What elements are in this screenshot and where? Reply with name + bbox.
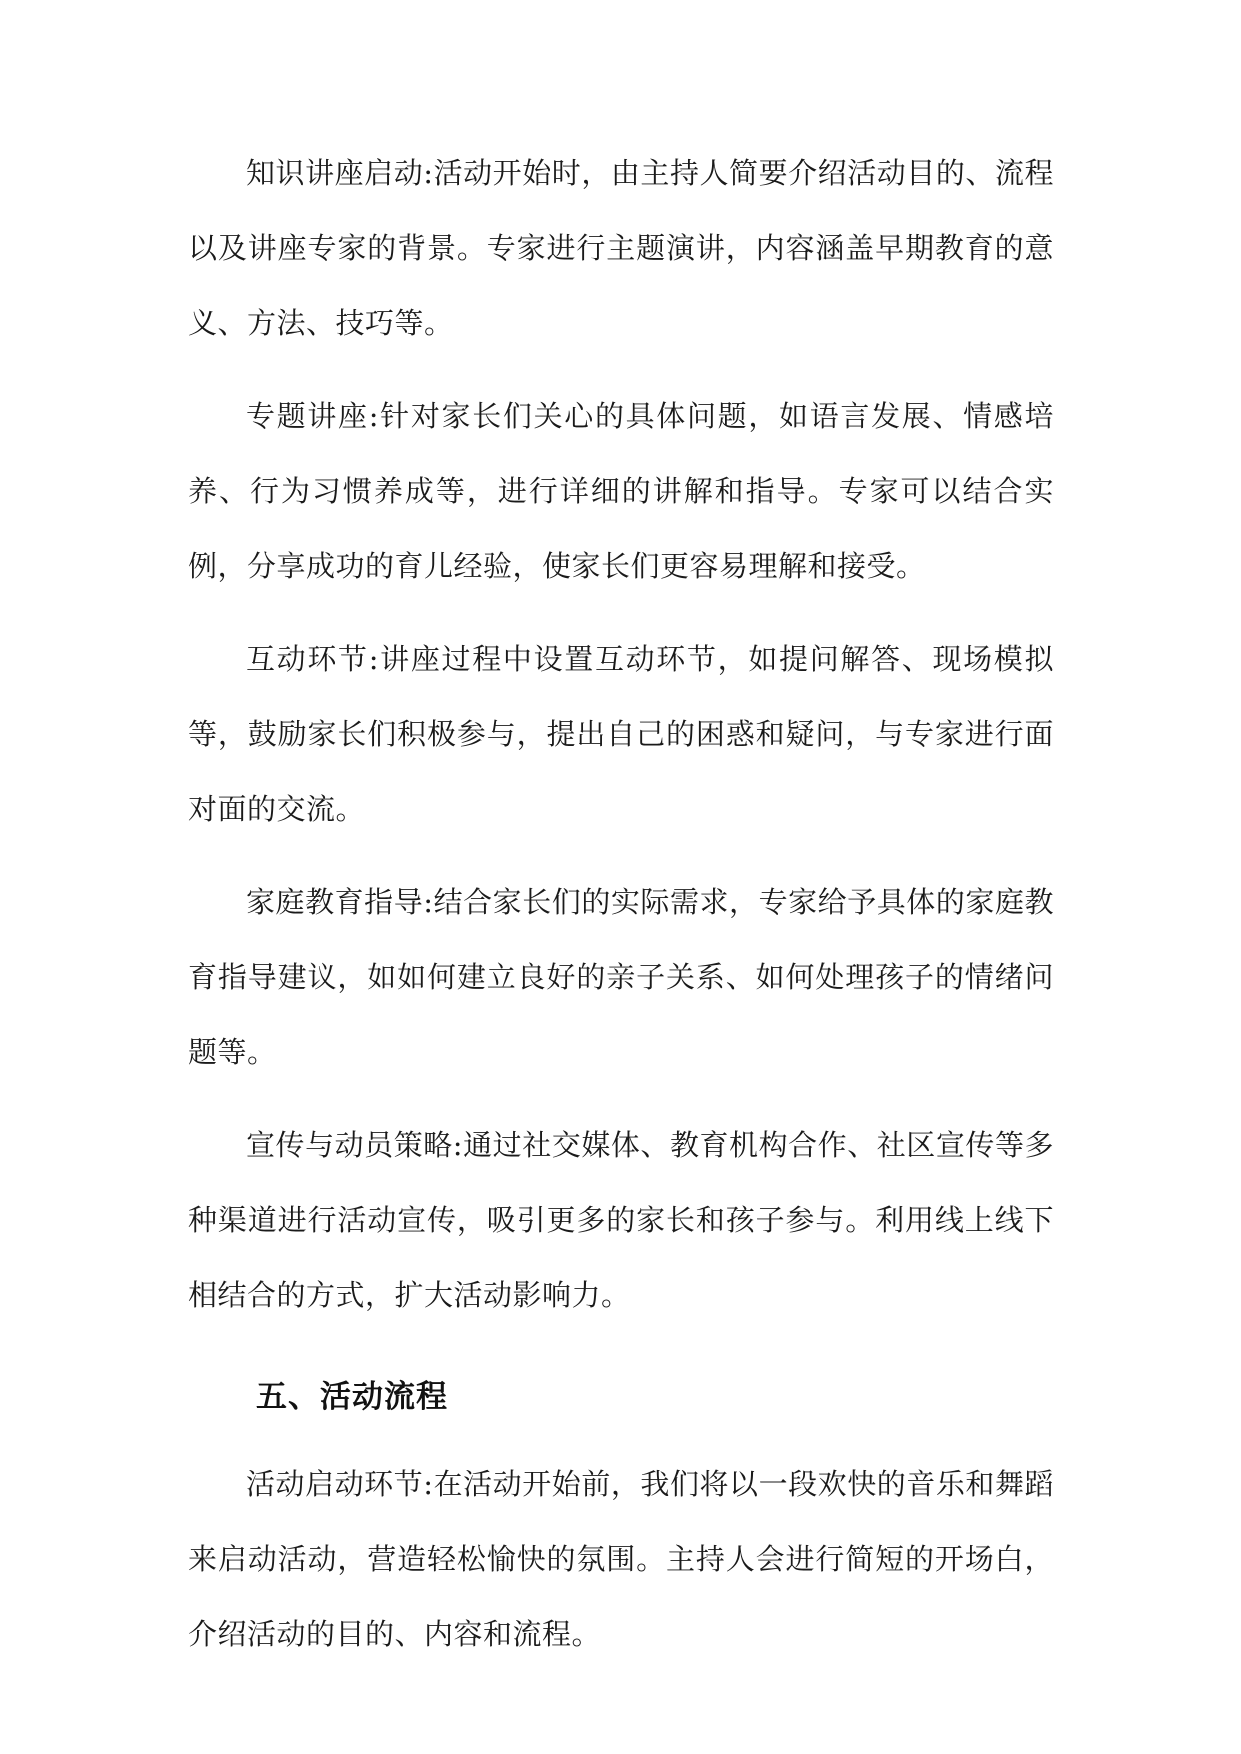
paragraph-family-education-guidance <box>188 865 1054 1090</box>
paragraph-text: 针对家长们关心的具体问题，如语言发展、情感培养、行为习惯养成等，进行详细的讲解和指导。专家可以结合实例，分享成功的育儿经验，使家长们更容易理解和接受。 <box>188 399 1054 583</box>
paragraph-text: 讲座过程中设置互动环节，如提问解答、现场模拟等，鼓励家长们积极参与，提出自己的困惑和疑问，与专家进行面对面的交流。 <box>188 642 1054 826</box>
paragraph-label: 家庭教育指导: <box>246 885 434 919</box>
paragraph-label: 知识讲座启动: <box>246 156 434 190</box>
section-heading: 五、活动流程 <box>256 1379 448 1415</box>
paragraph-text: 通过社交媒体、教育机构合作、社区宣传等多种渠道进行活动宣传，吸引更多的家长和孩子参与。利用线上线下相结合的方式，扩大活动影响力。 <box>188 1128 1054 1312</box>
paragraph-activity-start <box>188 1447 1054 1672</box>
paragraph-special-lecture <box>188 379 1054 604</box>
paragraph-label: 活动启动环节: <box>246 1467 434 1501</box>
paragraph-label: 宣传与动员策略: <box>246 1128 464 1162</box>
paragraph-label: 互动环节: <box>246 642 379 676</box>
paragraph-knowledge-lecture-start <box>188 136 1054 361</box>
paragraph-text: 结合家长们的实际需求，专家给予具体的家庭教育指导建议，如如何建立良好的亲子关系、如何处理孩子的情绪问题等。 <box>188 885 1054 1069</box>
paragraph-text: 在活动开始前，我们将以一段欢快的音乐和舞蹈来启动活动，营造轻松愉快的氛围。主持人会进行简短的开场白，介绍活动的目的、内容和流程。 <box>188 1467 1054 1651</box>
paragraph-label: 专题讲座: <box>246 399 379 433</box>
paragraph-promotion-strategy <box>188 1108 1054 1333</box>
document-body <box>188 136 1054 1690</box>
paragraph-text: 活动开始时，由主持人简要介绍活动目的、流程以及讲座专家的背景。专家进行主题演讲，内容涵盖早期教育的意义、方法、技巧等。 <box>188 156 1054 340</box>
paragraph-interaction <box>188 622 1054 847</box>
